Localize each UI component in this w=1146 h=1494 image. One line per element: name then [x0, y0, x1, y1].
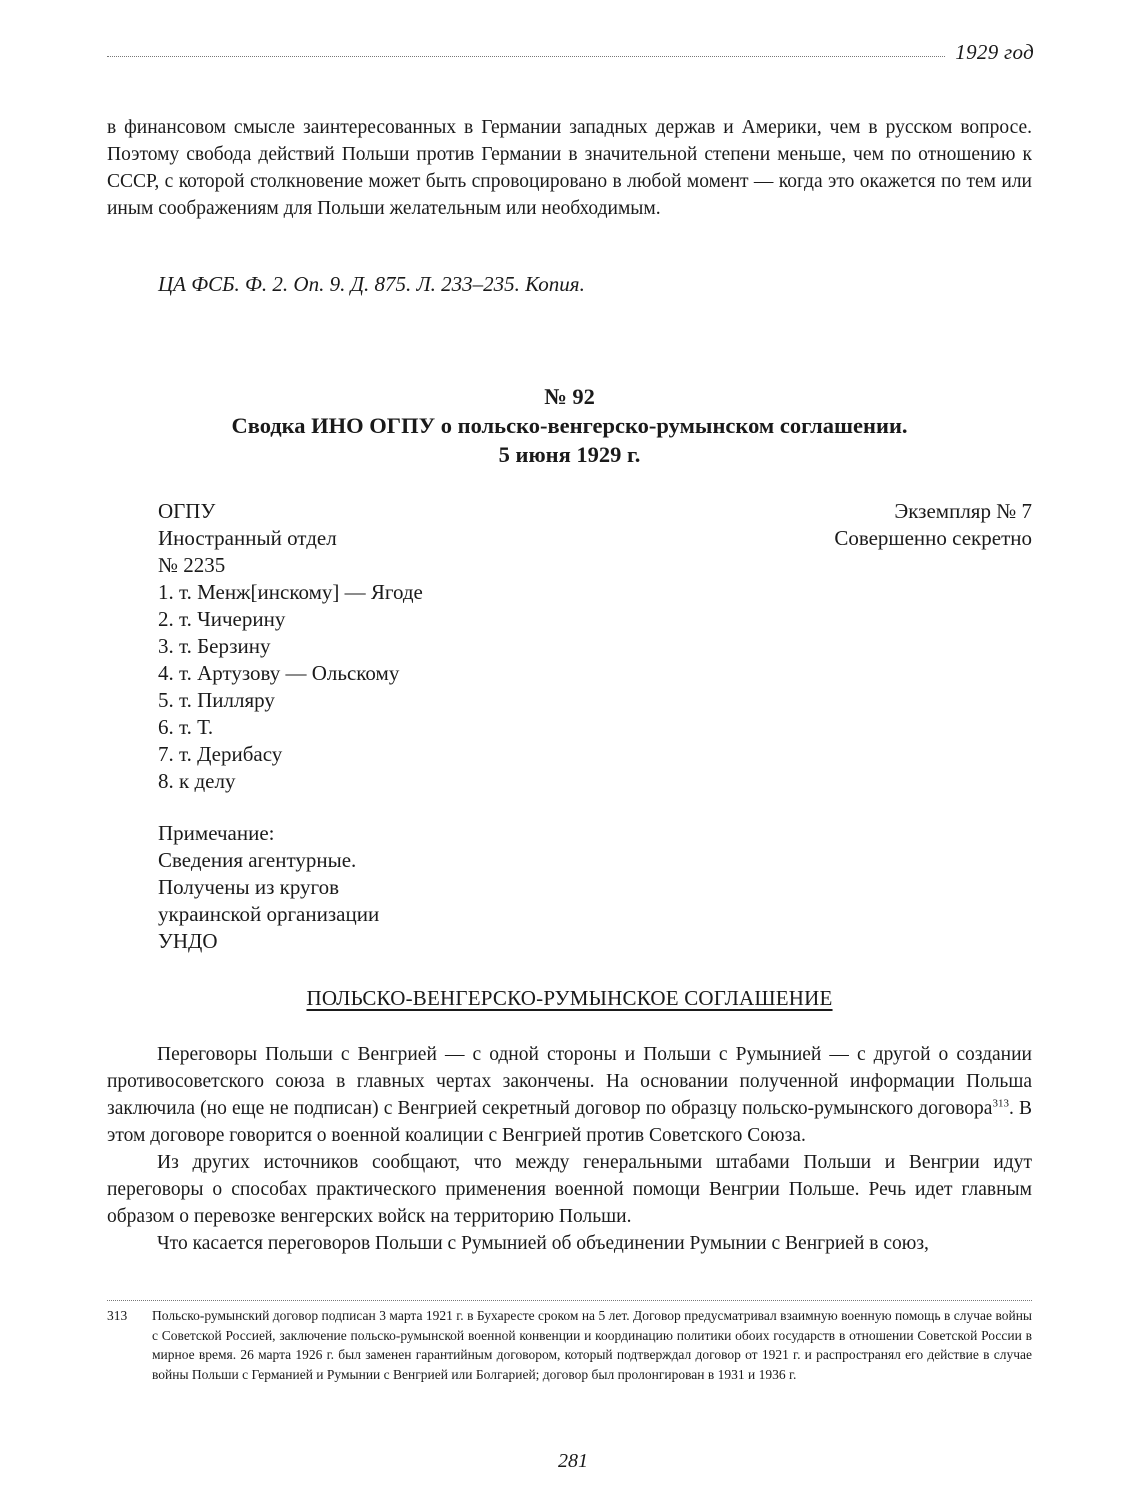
copy-number: Экземпляр № 7: [894, 499, 1032, 523]
footnote-rule: [107, 1300, 1032, 1301]
section-heading-text: ПОЛЬСКО-ВЕНГЕРСКО-РУМЫНСКОЕ СОГЛАШЕНИЕ: [306, 986, 833, 1010]
note-line: УНДО: [158, 929, 218, 953]
body-paragraph: [107, 1041, 1032, 1149]
sender-block: [158, 498, 423, 795]
body-paragraph: Из других источников сообщают, что между генеральными штабами Польши и Венгрии идут переговоры о способах практического применения военной помощи Венгрии Польше. Речь идет главным образом о перевозке венгерских войск на территорию Польши.: [107, 1152, 1032, 1227]
section-heading: [107, 986, 1032, 1011]
sender-line: Иностранный отдел: [158, 526, 337, 550]
distribution-item: 8. к делу: [158, 769, 236, 793]
footnote-text: Польско-румынский договор подписан 3 марта 1921 г. в Бухаресте сроком на 5 лет. Договор предусматривал взаимную военную помощь в случае войны с Советской Россией, заключение польско-румынской военной конвенции и координацию политики обоих государств в отношении Советской России в мирное время. 26 марта 1926 г. был заменен гарантийным договором, который подтверждал договор от 1921 г. и распространял его действие в случае войны Польши с Германией и Румынии с Венгрией или Болгарией; договор был пролонгирован в 1931 и 1936 г.: [152, 1308, 1032, 1382]
classification-block: [834, 498, 1032, 552]
footnote: [107, 1306, 1032, 1384]
body-paragraph-text: Переговоры Польши с Венгрией — с одной стороны и Польши с Румынией — с другой о создании противосоветского союза в главных чертах закончены. На основании полученной информации Польша заключила (но еще не подписан) с Венгрией секретный договор по образцу польско-румынского договора: [107, 1044, 1032, 1119]
header-rule: [107, 56, 945, 57]
document-date: 5 июня 1929 г.: [498, 442, 641, 467]
distribution-item: 7. т. Дерибасу: [158, 742, 283, 766]
body-text-block: [107, 1041, 1032, 1257]
distribution-item: 5. т. Пилляру: [158, 688, 275, 712]
note-line: Получены из кругов: [158, 875, 340, 899]
running-head: 1929 год: [955, 40, 1034, 64]
sender-line: ОГПУ: [158, 499, 216, 523]
document-number: № 92: [544, 384, 595, 409]
footnote-reference[interactable]: 313: [992, 1097, 1009, 1110]
continuation-paragraph: в финансовом смысле заинтересованных в Германии западных держав и Америки, чем в русском вопросе. Поэтому свобода действий Польши против Германии в значительной степени меньше, чем по отношению к СССР, с которой столкновение может быть спровоцировано в любой момент — когда это окажется по тем или иным соображениям для Польши желательным или необходимым.: [107, 117, 1032, 219]
document-title: Сводка ИНО ОГПУ о польско-венгерско-румынском соглашении.: [231, 413, 908, 438]
page-number: 281: [558, 1450, 588, 1472]
secrecy-stamp: Совершенно секретно: [834, 526, 1032, 550]
distribution-item: 6. т. Т.: [158, 715, 214, 739]
distribution-item: 3. т. Берзину: [158, 634, 271, 658]
body-paragraph-text: . В этом договоре говорится о военной коалиции с Венгрией против Советского Союза.: [107, 1098, 1032, 1146]
note-line: Сведения агентурные.: [158, 848, 357, 872]
body-paragraph: Что касается переговоров Польши с Румынией об объединении Румынии с Венгрией в союз,: [157, 1233, 929, 1254]
note-block: [158, 820, 379, 955]
note-line: украинской организации: [158, 902, 380, 926]
document-title-block: [107, 382, 1032, 469]
continuation-text-block: [107, 114, 1032, 222]
footnote-number: 313: [107, 1308, 128, 1323]
distribution-item: 1. т. Менж[инскому] — Ягоде: [158, 580, 423, 604]
note-line: Примечание:: [158, 821, 275, 845]
distribution-item: 2. т. Чичерину: [158, 607, 286, 631]
archive-reference: ЦА ФСБ. Ф. 2. Оп. 9. Д. 875. Л. 233–235. Копия.: [158, 272, 585, 296]
sender-line: № 2235: [158, 553, 226, 577]
distribution-item: 4. т. Артузову — Ольскому: [158, 661, 400, 685]
